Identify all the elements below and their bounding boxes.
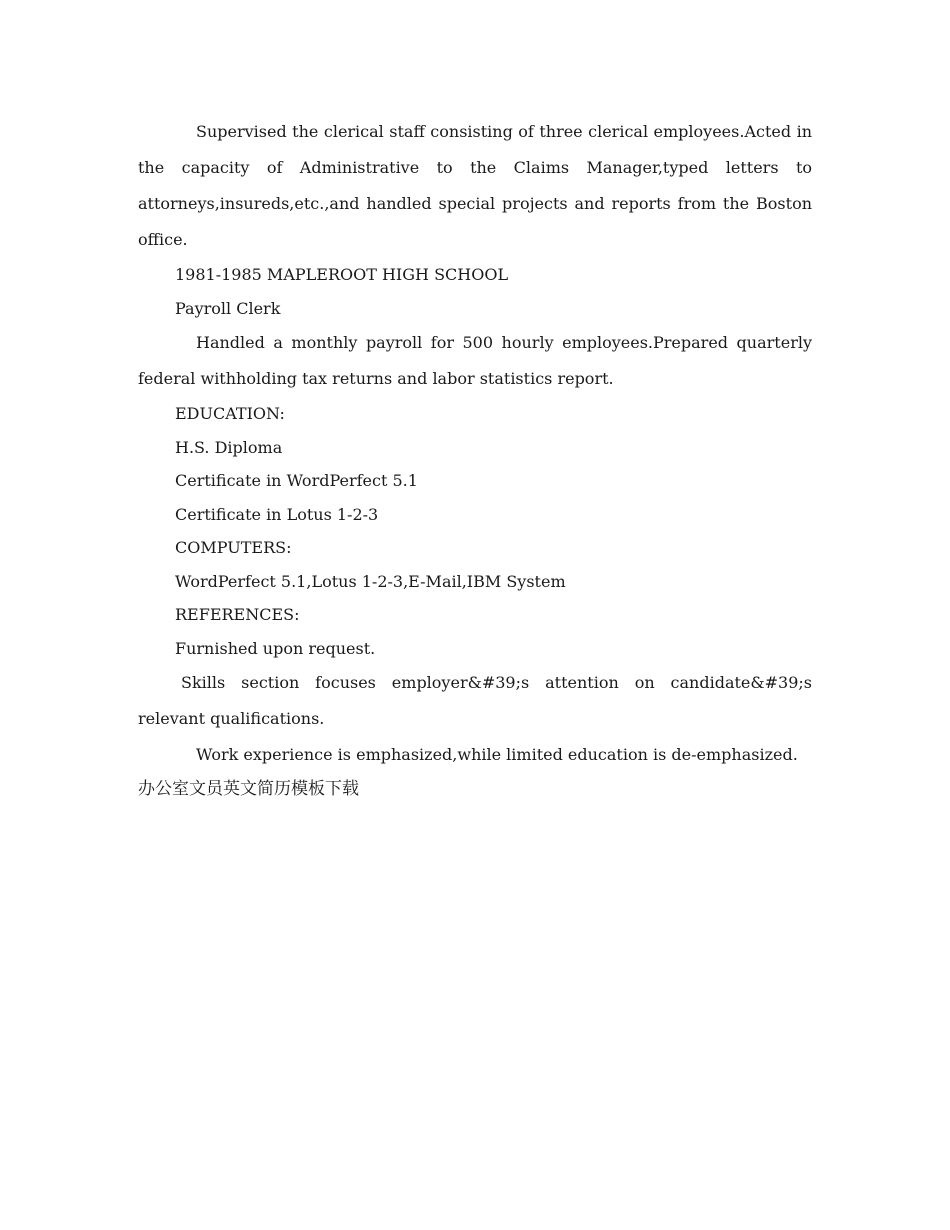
- education-item: H.S. Diploma: [175, 437, 283, 457]
- document-body: [138, 114, 812, 806]
- footer-title: 办公室文员英文简历模板下载: [138, 779, 359, 799]
- education-item: Certificate in Lotus 1-2-3: [175, 504, 379, 524]
- duties-paragraph: Supervised the clerical staff consisting of three clerical employees.Acted in the capacity of Administrative to the Claims Manager,typed letters to attorneys,insureds,etc.,and handled special projects and reports from the Boston office.: [138, 122, 812, 249]
- education-item: Certificate in WordPerfect 5.1: [175, 471, 418, 490]
- job-heading: 1981-1985 MAPLEROOT HIGH SCHOOL: [175, 265, 509, 284]
- references-line: Furnished upon request.: [175, 638, 376, 658]
- skills-note: Skills section focuses employer&#39;s attention on candidate&#39;s relevant qualifications.: [138, 673, 812, 728]
- computers-line: WordPerfect 5.1,Lotus 1-2-3,E-Mail,IBM System: [175, 571, 566, 591]
- education-heading: EDUCATION:: [175, 404, 285, 423]
- references-heading: REFERENCES:: [175, 605, 300, 624]
- payroll-paragraph: Handled a monthly payroll for 500 hourly employees.Prepared quarterly federal withholding tax returns and labor statistics report.: [138, 333, 812, 388]
- computers-heading: COMPUTERS:: [175, 538, 292, 557]
- experience-note: Work experience is emphasized,while limited education is de-emphasized.: [196, 745, 798, 764]
- job-title: Payroll Clerk: [175, 298, 281, 318]
